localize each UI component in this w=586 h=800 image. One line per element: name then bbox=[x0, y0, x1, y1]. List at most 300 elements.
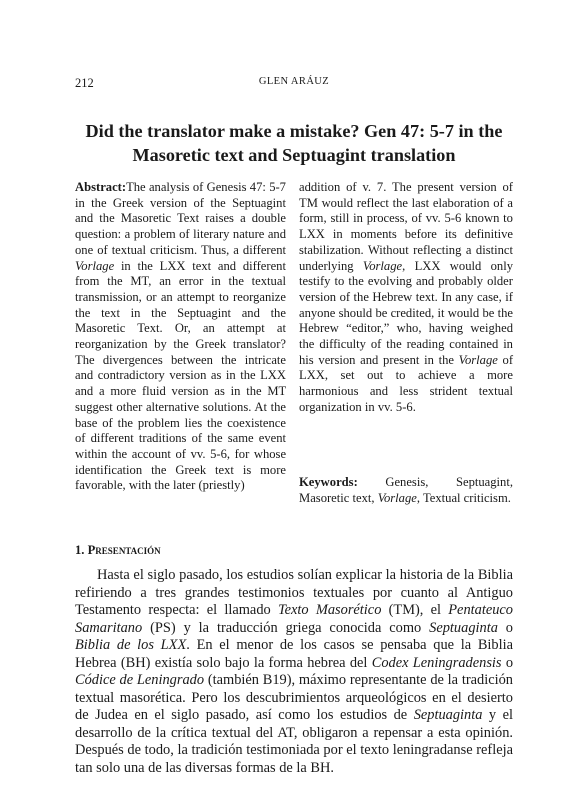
abstract-run: vv. bbox=[377, 399, 393, 414]
body-italic: Biblia de los LXX bbox=[75, 637, 187, 654]
abstract-run bbox=[211, 259, 218, 273]
abstract-run: intricate bbox=[244, 352, 287, 367]
abstract-run: the bbox=[206, 415, 223, 430]
abstract-run: Greek bbox=[195, 337, 227, 352]
abstract-run: in bbox=[332, 227, 343, 242]
abstract-run: and bbox=[267, 227, 287, 242]
body-paragraph bbox=[75, 567, 513, 778]
abstract-run: a bbox=[124, 227, 131, 242]
abstract-run: the bbox=[438, 352, 454, 367]
abstract-run: before bbox=[404, 227, 437, 242]
abstract-run: the bbox=[151, 462, 167, 477]
abstract-run bbox=[457, 227, 465, 241]
abstract-run: the bbox=[270, 399, 286, 414]
abstract-run: the bbox=[99, 211, 115, 226]
body-italic: Septuaginta bbox=[413, 707, 483, 724]
abstract-run: out bbox=[367, 368, 384, 383]
abstract-run bbox=[456, 368, 469, 382]
abstract-run: known bbox=[465, 211, 500, 226]
abstract-run bbox=[226, 337, 233, 351]
abstract-run: the bbox=[137, 258, 153, 273]
section-title: Presentación bbox=[87, 543, 161, 557]
abstract-run: event bbox=[258, 431, 287, 446]
abstract-run: different bbox=[90, 431, 134, 446]
abstract-run: 5-6. bbox=[395, 399, 416, 414]
abstract-run: fluid bbox=[141, 384, 166, 399]
abstract-run: The bbox=[75, 352, 95, 367]
abstract-run bbox=[171, 274, 179, 288]
abstract-run: at bbox=[276, 321, 286, 336]
abstract-run: contained bbox=[449, 337, 499, 352]
abstract-run bbox=[215, 321, 227, 335]
abstract-run: of bbox=[339, 289, 351, 304]
body-italic: Codex Leningradensis bbox=[371, 654, 502, 671]
abstract-run: his bbox=[299, 352, 314, 367]
abstract-run: later bbox=[172, 478, 196, 493]
abstract-run: different bbox=[242, 258, 286, 273]
abstract-run: within bbox=[75, 446, 108, 461]
keyword-italic: Vorlage bbox=[377, 490, 417, 505]
abstract-run: version bbox=[318, 352, 356, 367]
abstract-label: Abstract: bbox=[75, 180, 127, 194]
abstract-run: more bbox=[487, 368, 513, 383]
abstract-run bbox=[418, 384, 429, 398]
abstract-run: nature bbox=[232, 227, 265, 242]
abstract-run: should bbox=[338, 305, 373, 320]
abstract-column-left bbox=[75, 180, 286, 494]
abstract-run: MT, bbox=[130, 274, 152, 289]
abstract-run: a bbox=[507, 195, 513, 210]
abstract-run: same bbox=[227, 431, 254, 446]
abstract-run: difficulty bbox=[319, 337, 366, 352]
abstract-run bbox=[191, 321, 203, 335]
abstract-run: the bbox=[173, 337, 189, 352]
abstract-run: Text bbox=[176, 211, 200, 226]
abstract-run: addition bbox=[299, 180, 341, 194]
abstract-run: the bbox=[386, 337, 402, 352]
abstract-run: the bbox=[299, 337, 315, 352]
abstract-run: and bbox=[75, 211, 94, 226]
body-run: (TM), el bbox=[381, 602, 449, 619]
keywords bbox=[299, 475, 513, 506]
body-run: (también B19), máximo representante de la tradición textual masorética. Pero los descubrimientos arqueológicos en el desierto de Judea en el siglo pasado, así como los estudios de bbox=[75, 672, 513, 724]
abstract-run: with bbox=[128, 478, 152, 493]
abstract-run: v. bbox=[362, 180, 372, 194]
abstract-run: if bbox=[505, 289, 513, 304]
abstract-run: favorable, bbox=[75, 478, 126, 493]
abstract-run bbox=[244, 274, 252, 288]
abstract-run bbox=[237, 353, 245, 367]
abstract-run: in bbox=[424, 352, 434, 367]
abstract-run bbox=[120, 306, 131, 320]
abstract-run bbox=[265, 321, 277, 335]
section-heading bbox=[75, 543, 161, 558]
abstract-run: to bbox=[219, 289, 229, 304]
abstract-run: of bbox=[502, 352, 514, 367]
abstract-run: in bbox=[230, 384, 241, 399]
abstract-run: text bbox=[192, 258, 212, 273]
abstract-run: in bbox=[120, 258, 131, 273]
abstract-run: who, bbox=[396, 321, 422, 336]
abstract-run: 5-6, bbox=[210, 446, 231, 461]
abstract-run: in bbox=[75, 195, 85, 210]
abstract-run: attempt bbox=[176, 289, 215, 304]
abstract-run bbox=[388, 384, 399, 398]
abstract-run: account bbox=[131, 446, 171, 461]
abstract-run: underlying bbox=[299, 258, 354, 273]
abstract-run: present bbox=[383, 352, 420, 367]
abstract-run: vv. bbox=[425, 211, 441, 226]
abstract-run: distinct bbox=[475, 242, 513, 257]
body-run: o bbox=[501, 654, 514, 671]
abstract-run bbox=[260, 306, 271, 320]
abstract-run: to bbox=[334, 274, 345, 289]
abstract-run: the bbox=[151, 305, 167, 320]
abstract-run: be bbox=[375, 305, 388, 320]
abstract-run bbox=[166, 306, 177, 320]
abstract-run: of bbox=[102, 415, 113, 430]
keywords-label: Keywords: bbox=[299, 475, 358, 489]
body-italic: Pentateuco Samaritano bbox=[75, 602, 513, 636]
abstract-run bbox=[142, 463, 151, 477]
abstract-run: transmission, bbox=[75, 289, 142, 304]
running-head: GLEN ARÁUZ bbox=[258, 76, 330, 87]
abstract-run: Greek bbox=[112, 195, 144, 210]
abstract-run: 7. bbox=[376, 180, 387, 194]
abstract-run bbox=[421, 321, 428, 335]
abstract-run: error bbox=[178, 274, 204, 289]
page-header bbox=[75, 76, 513, 92]
abstract-run: and bbox=[360, 352, 379, 367]
abstract-run bbox=[140, 306, 151, 320]
abstract-run: of bbox=[97, 242, 108, 257]
article-title: Did the translator make a mistake? Gen 47: 5-7 in the Masoretic text and Septuagint translation bbox=[85, 121, 503, 165]
abstract-run: question: bbox=[75, 227, 122, 242]
abstract-run: more bbox=[110, 384, 137, 399]
abstract-run: other bbox=[116, 399, 143, 414]
abstract-run: for bbox=[234, 446, 250, 461]
abstract-run: 5-6 bbox=[444, 211, 462, 226]
abstract-run: textual bbox=[478, 384, 513, 399]
abstract-run: the bbox=[75, 305, 91, 320]
abstract-run: still bbox=[330, 211, 350, 226]
abstract-run bbox=[397, 227, 405, 241]
abstract-run: lies bbox=[184, 415, 203, 430]
abstract-run: LXX, bbox=[299, 368, 329, 383]
abstract-run: in bbox=[130, 305, 141, 320]
abstract-run bbox=[153, 259, 160, 273]
abstract-run: Without bbox=[367, 242, 409, 257]
abstract-run: textual bbox=[251, 274, 286, 289]
body-run: (PS) y la traducción griega conocida como bbox=[142, 619, 430, 636]
abstract-run: analysis bbox=[148, 180, 190, 194]
abstract-run: one bbox=[75, 242, 94, 257]
abstract-run bbox=[163, 353, 171, 367]
abstract-italic: Vorlage bbox=[75, 258, 115, 273]
abstract-run bbox=[125, 321, 137, 335]
abstract-run: between bbox=[170, 352, 213, 367]
abstract-run bbox=[383, 368, 396, 382]
abstract-run: process, bbox=[366, 211, 408, 226]
abstract-run bbox=[405, 259, 414, 273]
abstract-run bbox=[475, 368, 488, 382]
abstract-run: 5-7 bbox=[269, 180, 286, 194]
abstract-run: of bbox=[502, 180, 513, 194]
abstract-run: case, bbox=[476, 289, 502, 304]
abstract-run: from bbox=[75, 274, 100, 289]
abstract-run: a bbox=[233, 242, 239, 257]
abstract-run: elaboration bbox=[432, 195, 490, 210]
abstract-run: Hebrew bbox=[299, 321, 339, 336]
abstract-run: Or, bbox=[174, 321, 191, 336]
abstract-run bbox=[405, 368, 418, 382]
abstract-run: reflect bbox=[356, 195, 389, 210]
abstract-run: would bbox=[447, 305, 480, 320]
abstract-run: an bbox=[159, 274, 172, 289]
abstract-run: “editor,” bbox=[346, 321, 390, 336]
abstract-run bbox=[440, 259, 449, 273]
abstract-run bbox=[328, 368, 341, 382]
abstract-run: harmonious bbox=[299, 384, 359, 399]
abstract-run bbox=[95, 353, 103, 367]
abstract-run: reorganize bbox=[233, 289, 286, 304]
abstract-run: LXX bbox=[414, 258, 441, 273]
abstract-run: text bbox=[101, 305, 120, 320]
abstract-run: alternative bbox=[145, 399, 200, 414]
abstract-run: the bbox=[497, 305, 513, 320]
body-italic: Septuaginta bbox=[429, 619, 498, 636]
abstract-run bbox=[231, 306, 242, 320]
abstract-run: in bbox=[211, 274, 221, 289]
abstract-run: of bbox=[75, 431, 86, 446]
abstract-run: version bbox=[169, 368, 207, 383]
abstract-run: , bbox=[402, 258, 406, 273]
abstract-run: be bbox=[482, 305, 495, 320]
abstract-run: translator? bbox=[232, 337, 286, 352]
section-number: 1. bbox=[75, 543, 85, 557]
abstract-run: only bbox=[490, 258, 513, 273]
abstract-run: of bbox=[192, 180, 204, 194]
abstract-run: (priestly) bbox=[198, 478, 245, 493]
abstract-run: a bbox=[240, 211, 246, 226]
abstract-run: double bbox=[251, 211, 287, 226]
abstract-run: weighed bbox=[470, 321, 513, 336]
abstract-run bbox=[343, 227, 351, 241]
abstract-run bbox=[163, 321, 175, 335]
abstract-run: version bbox=[171, 384, 209, 399]
abstract-run: divergences bbox=[102, 352, 163, 367]
abstract-run bbox=[114, 259, 121, 273]
abstract-run bbox=[90, 306, 101, 320]
abstract-run: contradictory bbox=[97, 368, 165, 383]
abstract-run bbox=[236, 259, 243, 273]
abstract-run: organization bbox=[299, 399, 362, 414]
abstract-run: Text. bbox=[137, 321, 163, 336]
abstract-run bbox=[213, 353, 221, 367]
abstract-run: solutions. bbox=[202, 399, 252, 414]
abstract-run: strident bbox=[429, 384, 468, 399]
abstract-run: any bbox=[455, 289, 474, 304]
abstract-run: the bbox=[91, 195, 107, 210]
abstract-run: coexistence bbox=[227, 415, 286, 430]
abstract-run: In bbox=[441, 289, 452, 304]
abstract-run: The bbox=[391, 180, 412, 194]
abstract-run: of bbox=[175, 446, 186, 461]
keyword-run: , Textual criticism. bbox=[416, 490, 511, 505]
abstract-run: literary bbox=[193, 227, 230, 242]
abstract-run: of bbox=[191, 431, 203, 446]
abstract-run: MT bbox=[267, 384, 287, 399]
abstract-run: whose bbox=[253, 446, 287, 461]
abstract-run: in bbox=[225, 368, 236, 383]
abstract-run: evolving bbox=[367, 274, 412, 289]
abstract-run: present bbox=[417, 180, 454, 194]
abstract-run: in bbox=[353, 211, 363, 226]
abstract-run bbox=[358, 384, 369, 398]
abstract-run bbox=[437, 227, 445, 241]
abstract-run: different bbox=[242, 242, 287, 257]
abstract-column-right bbox=[299, 180, 513, 416]
abstract-run: to bbox=[503, 211, 513, 226]
abstract-run: version bbox=[299, 289, 337, 304]
abstract-run: the bbox=[228, 274, 244, 289]
abstract-run: the bbox=[107, 274, 123, 289]
abstract-run bbox=[206, 463, 215, 477]
body-run: Hasta el siglo pasado, los estudios solían explicar la historia de la Biblia refiriendo a tres grandes testimonios textuales por cuanto al Antiguo Testamento respecta: el llamado bbox=[75, 567, 513, 619]
abstract-run: traditions bbox=[138, 431, 187, 446]
abstract-run: achieve bbox=[417, 368, 457, 383]
abstract-run: vv. bbox=[190, 446, 206, 461]
abstract-run: the bbox=[246, 384, 262, 399]
abstract-run: moments bbox=[350, 227, 397, 242]
abstract-run: the bbox=[221, 352, 237, 367]
abstract-run: LXX bbox=[299, 227, 325, 242]
abstract-run: definitive bbox=[464, 227, 513, 242]
abstract-run: in bbox=[503, 337, 513, 352]
abstract-run: a bbox=[468, 368, 475, 383]
abstract-run: as bbox=[214, 384, 225, 399]
abstract-run: and bbox=[241, 305, 260, 320]
abstract-run: Septuagint bbox=[177, 305, 232, 320]
abstract-run bbox=[355, 368, 368, 382]
abstract-run: of bbox=[493, 195, 504, 210]
abstract-run: is bbox=[242, 462, 252, 477]
abstract-run: its bbox=[444, 227, 457, 242]
abstract-run: Thus, bbox=[200, 242, 230, 257]
abstract-run: the bbox=[210, 195, 226, 210]
abstract-run: reading bbox=[406, 337, 445, 352]
abstract-run bbox=[389, 321, 396, 335]
abstract-run bbox=[467, 384, 478, 398]
abstract-run bbox=[325, 227, 333, 241]
abstract-run: problem bbox=[137, 415, 180, 430]
abstract-run: less bbox=[399, 384, 419, 399]
abstract-run: the bbox=[240, 368, 256, 383]
abstract-run: older bbox=[487, 274, 513, 289]
abstract-run: Hebrew bbox=[372, 289, 413, 304]
abstract-run: attempt bbox=[226, 321, 265, 336]
abstract-run: identification bbox=[75, 462, 143, 477]
abstract-run: of bbox=[179, 227, 190, 242]
abstract-run bbox=[481, 259, 490, 273]
abstract-run: of bbox=[370, 337, 382, 352]
abstract-run: Masoretic bbox=[120, 211, 172, 226]
abstract-run: base bbox=[75, 415, 98, 430]
abstract-run: and bbox=[416, 274, 435, 289]
abstract-run: problem bbox=[133, 227, 176, 242]
abstract-run: would bbox=[449, 258, 482, 273]
abstract-run: the bbox=[353, 289, 369, 304]
keyword-run: Genesis, Septuagint, Masoretic text, bbox=[299, 475, 513, 505]
abstract-run: credited, bbox=[390, 305, 435, 320]
abstract-run: the bbox=[111, 446, 128, 461]
abstract-run: and bbox=[75, 384, 94, 399]
page-number: 212 bbox=[75, 76, 94, 90]
abstract-run bbox=[354, 259, 363, 273]
abstract-run: anyone bbox=[299, 305, 336, 320]
abstract-run: of bbox=[411, 211, 422, 226]
abstract-run: the bbox=[154, 478, 170, 493]
abstract-run: a bbox=[465, 242, 472, 257]
abstract-run: the bbox=[117, 415, 133, 430]
abstract-run: reflecting bbox=[413, 242, 462, 257]
abstract-run: LXX bbox=[260, 368, 286, 383]
abstract-run: by bbox=[154, 337, 167, 352]
abstract-run: version bbox=[150, 195, 188, 210]
abstract-run bbox=[251, 463, 260, 477]
abstract-run: having bbox=[428, 321, 464, 336]
body-run: o bbox=[497, 619, 514, 636]
abstract-run: it bbox=[437, 305, 445, 320]
body-italic: Códice de Leningrado bbox=[75, 672, 205, 689]
body-run: . En el menor de los casos se pensaba que la Biblia Hebrea (BH) existía solo bajo la forma hebrea del bbox=[75, 637, 513, 671]
abstract-run: At bbox=[254, 399, 267, 414]
abstract-run: criticism. bbox=[149, 242, 198, 257]
abstract-run: The bbox=[126, 180, 146, 194]
abstract-run: Septuagint bbox=[232, 195, 286, 210]
abstract-italic: Vorlage bbox=[362, 258, 403, 273]
abstract-run: Genesis bbox=[206, 180, 247, 194]
abstract-run: the bbox=[207, 431, 223, 446]
abstract-run: to bbox=[395, 368, 406, 383]
abstract-run bbox=[203, 274, 211, 288]
abstract-run bbox=[221, 274, 229, 288]
abstract-run: probably bbox=[438, 274, 484, 289]
abstract-run: of bbox=[346, 180, 357, 194]
abstract-run: textual bbox=[111, 242, 146, 257]
abstract-italic: Vorlage bbox=[458, 352, 498, 367]
abstract-run: version bbox=[459, 180, 497, 194]
abstract-run: set bbox=[340, 368, 355, 383]
body-run: y el desarrollo de la crítica textual del AT, obligaron a repensar a esta opinión. Después de todo, la tradición testimoniada por el texto leningradanse refleja tan solo una de las diversas formas de la BH. bbox=[75, 707, 513, 777]
abstract-run: LXX bbox=[159, 258, 186, 273]
abstract-run bbox=[234, 463, 243, 477]
abstract-run: Masoretic bbox=[75, 321, 126, 336]
abstract-run: more bbox=[260, 462, 287, 477]
abstract-run: in bbox=[364, 399, 375, 414]
abstract-run: 47: bbox=[249, 180, 266, 194]
abstract-run: TM bbox=[299, 195, 318, 210]
abstract-run: or bbox=[146, 289, 157, 304]
abstract-run: reorganization bbox=[75, 337, 148, 352]
abstract-run: a bbox=[98, 384, 105, 399]
body-italic: Texto Masorético bbox=[277, 602, 382, 619]
abstract-run: suggest bbox=[75, 399, 113, 414]
abstract-run: raises bbox=[205, 211, 234, 226]
abstract-run: of bbox=[193, 195, 204, 210]
abstract-run: the bbox=[270, 305, 286, 320]
abstract-run: testify bbox=[299, 274, 331, 289]
